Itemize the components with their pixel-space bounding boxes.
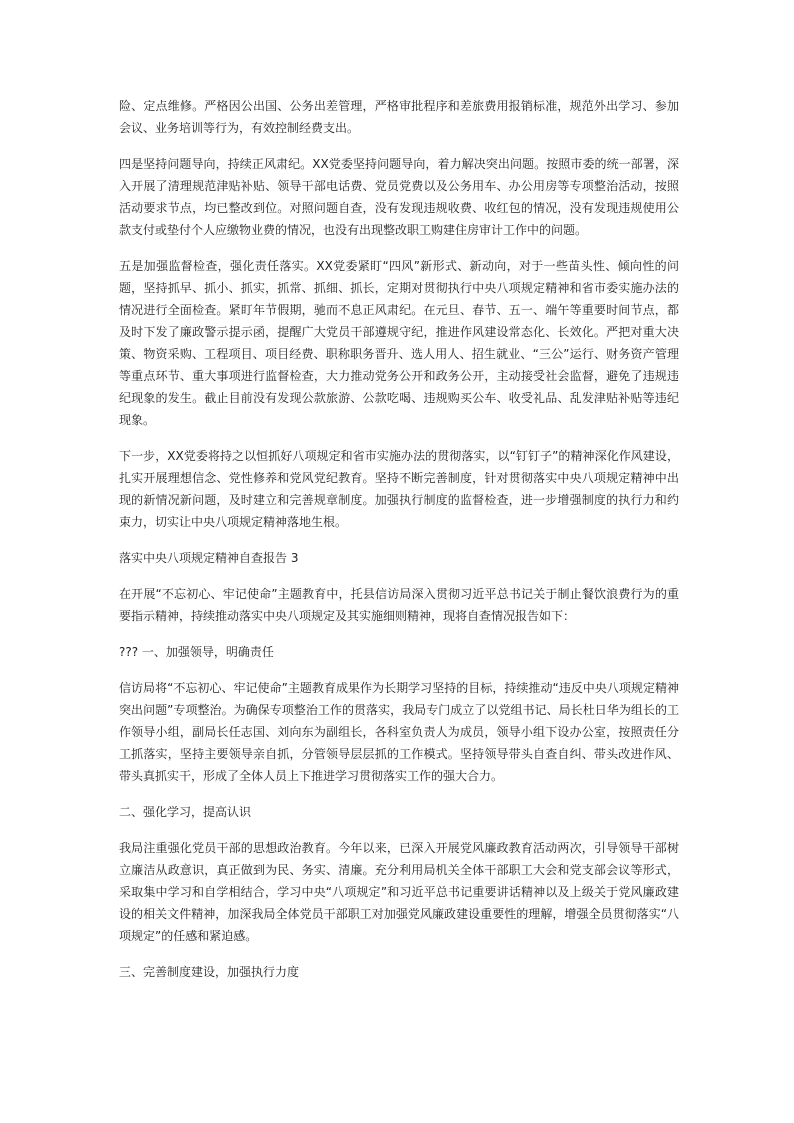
section-2-body: 我局注重强化党员干部的思想政治教育。今年以来，已深入开展党风廉政教育活动两次，引导领导干部树立廉洁从政意识，真正做到为民、务实、清廉。充分利用局机关全体干部职工大会和党支部会议等形式，采取集中学习和自学相结合，学习中央“八项规定”和习近平总书记重要讲话精神以及上级关于党风廉政建设的相关文件精神，加深我局全体党员干部职工对加强党风廉政建设重要性的理解，增强全员贯彻落实“八项规定”的任感和紧迫感。 (119, 841, 679, 943)
document-page (119, 95, 679, 997)
report-intro: 在开展“不忘初心、牢记使命”主题教育中，托县信访局深入贯彻习近平总书记关于制止餐饮浪费行为的重要指示精神，持续推动落实中央八项规定及其实施细则精神，现将自查情况报告如下： (119, 587, 679, 623)
paragraph-next-steps: 下一步，XX党委将持之以恒抓好八项规定和省市实施办法的贯彻落实，以“钉钉子”的精神深化作风建设，扎实开展理想信念、党性修养和党风党纪教育。坚持不断完善制度，针对贯彻落实中央八项规定精神中出现的新情况新问题，及时建立和完善规章制度。加强执行制度的监督检查，进一步增强制度的执行力和约束力，切实让中央八项规定精神落地生根。 (119, 449, 679, 529)
paragraph-expense-control: 险、定点维修。严格因公出国、公务出差管理，严格审批程序和差旅费用报销标准，规范外出学习、参加会议、业务培训等行为，有效控制经费支出。 (119, 99, 679, 135)
section-2-heading: 二、强化学习，提高认识 (119, 805, 252, 819)
section-1-heading: ??? 一、加强领导，明确责任 (119, 645, 274, 659)
paragraph-supervision: 五是加强监督检查，强化责任落实。XX党委紧盯“四风”新形式、新动向，对于一些苗头性、倾向性的问题，坚持抓早、抓小、抓实，抓常、抓细、抓长，定期对贯彻执行中央八项规定精神和省市委实施办法的情况进行全面检查。紧盯年节假期，驰而不息正风肃纪。在元旦、春节、五一、端午等重要时间节点，都及时下发了廉政警示提示函，提醒广大党员干部遵规守纪，推进作风建设常态化、长效化。严把对重大决策、物资采购、工程项目、项目经费、职称职务晋升、选人用人、招生就业、“三公”运行、财务资产管理等重点环节、重大事项进行监督检查，大力推动党务公开和政务公开，主动接受社会监督，避免了违规违纪现象的发生。截止目前没有发现公款旅游、公款吃喝、违规购买公车、收受礼品、乱发津贴补贴等违纪现象。 (119, 259, 679, 427)
section-3-heading: 三、完善制度建设，加强执行力度 (119, 965, 300, 979)
report-title: 落实中央八项规定精神自查报告 3 (119, 551, 299, 565)
section-1-body: 信访局将“不忘初心、牢记使命”主题教育成果作为长期学习坚持的目标，持续推动“违反中央八项规定精神突出问题”专项整治。为确保专项整治工作的贯落实，我局专门成立了以党组书记、局长杜日华为组长的工作领导小组，副局长任志国、刘向东为副组长，各科室负责人为成员，领导小组下设办公室，按照责任分工抓落实，坚持主要领导亲自抓，分管领导层层抓的工作模式。坚持领导带头自查自纠、带头改进作风、带头真抓实干，形成了全体人员上下推进学习贯彻落实工作的强大合力。 (119, 681, 679, 783)
paragraph-problem-oriented: 四是坚持问题导向，持续正风肃纪。XX党委坚持问题导向，着力解决突出问题。按照市委的统一部署，深入开展了清理规范津贴补贴、领导干部电话费、党员党费以及公务用车、办公用房等专项整治活动，按照活动要求节点，均已整改到位。对照问题自查，没有发现违规收费、收红包的情况，没有发现违规使用公款支付或垫付个人应缴物业费的情况，也没有出现整改职工购建住房审计工作中的问题。 (119, 157, 679, 237)
